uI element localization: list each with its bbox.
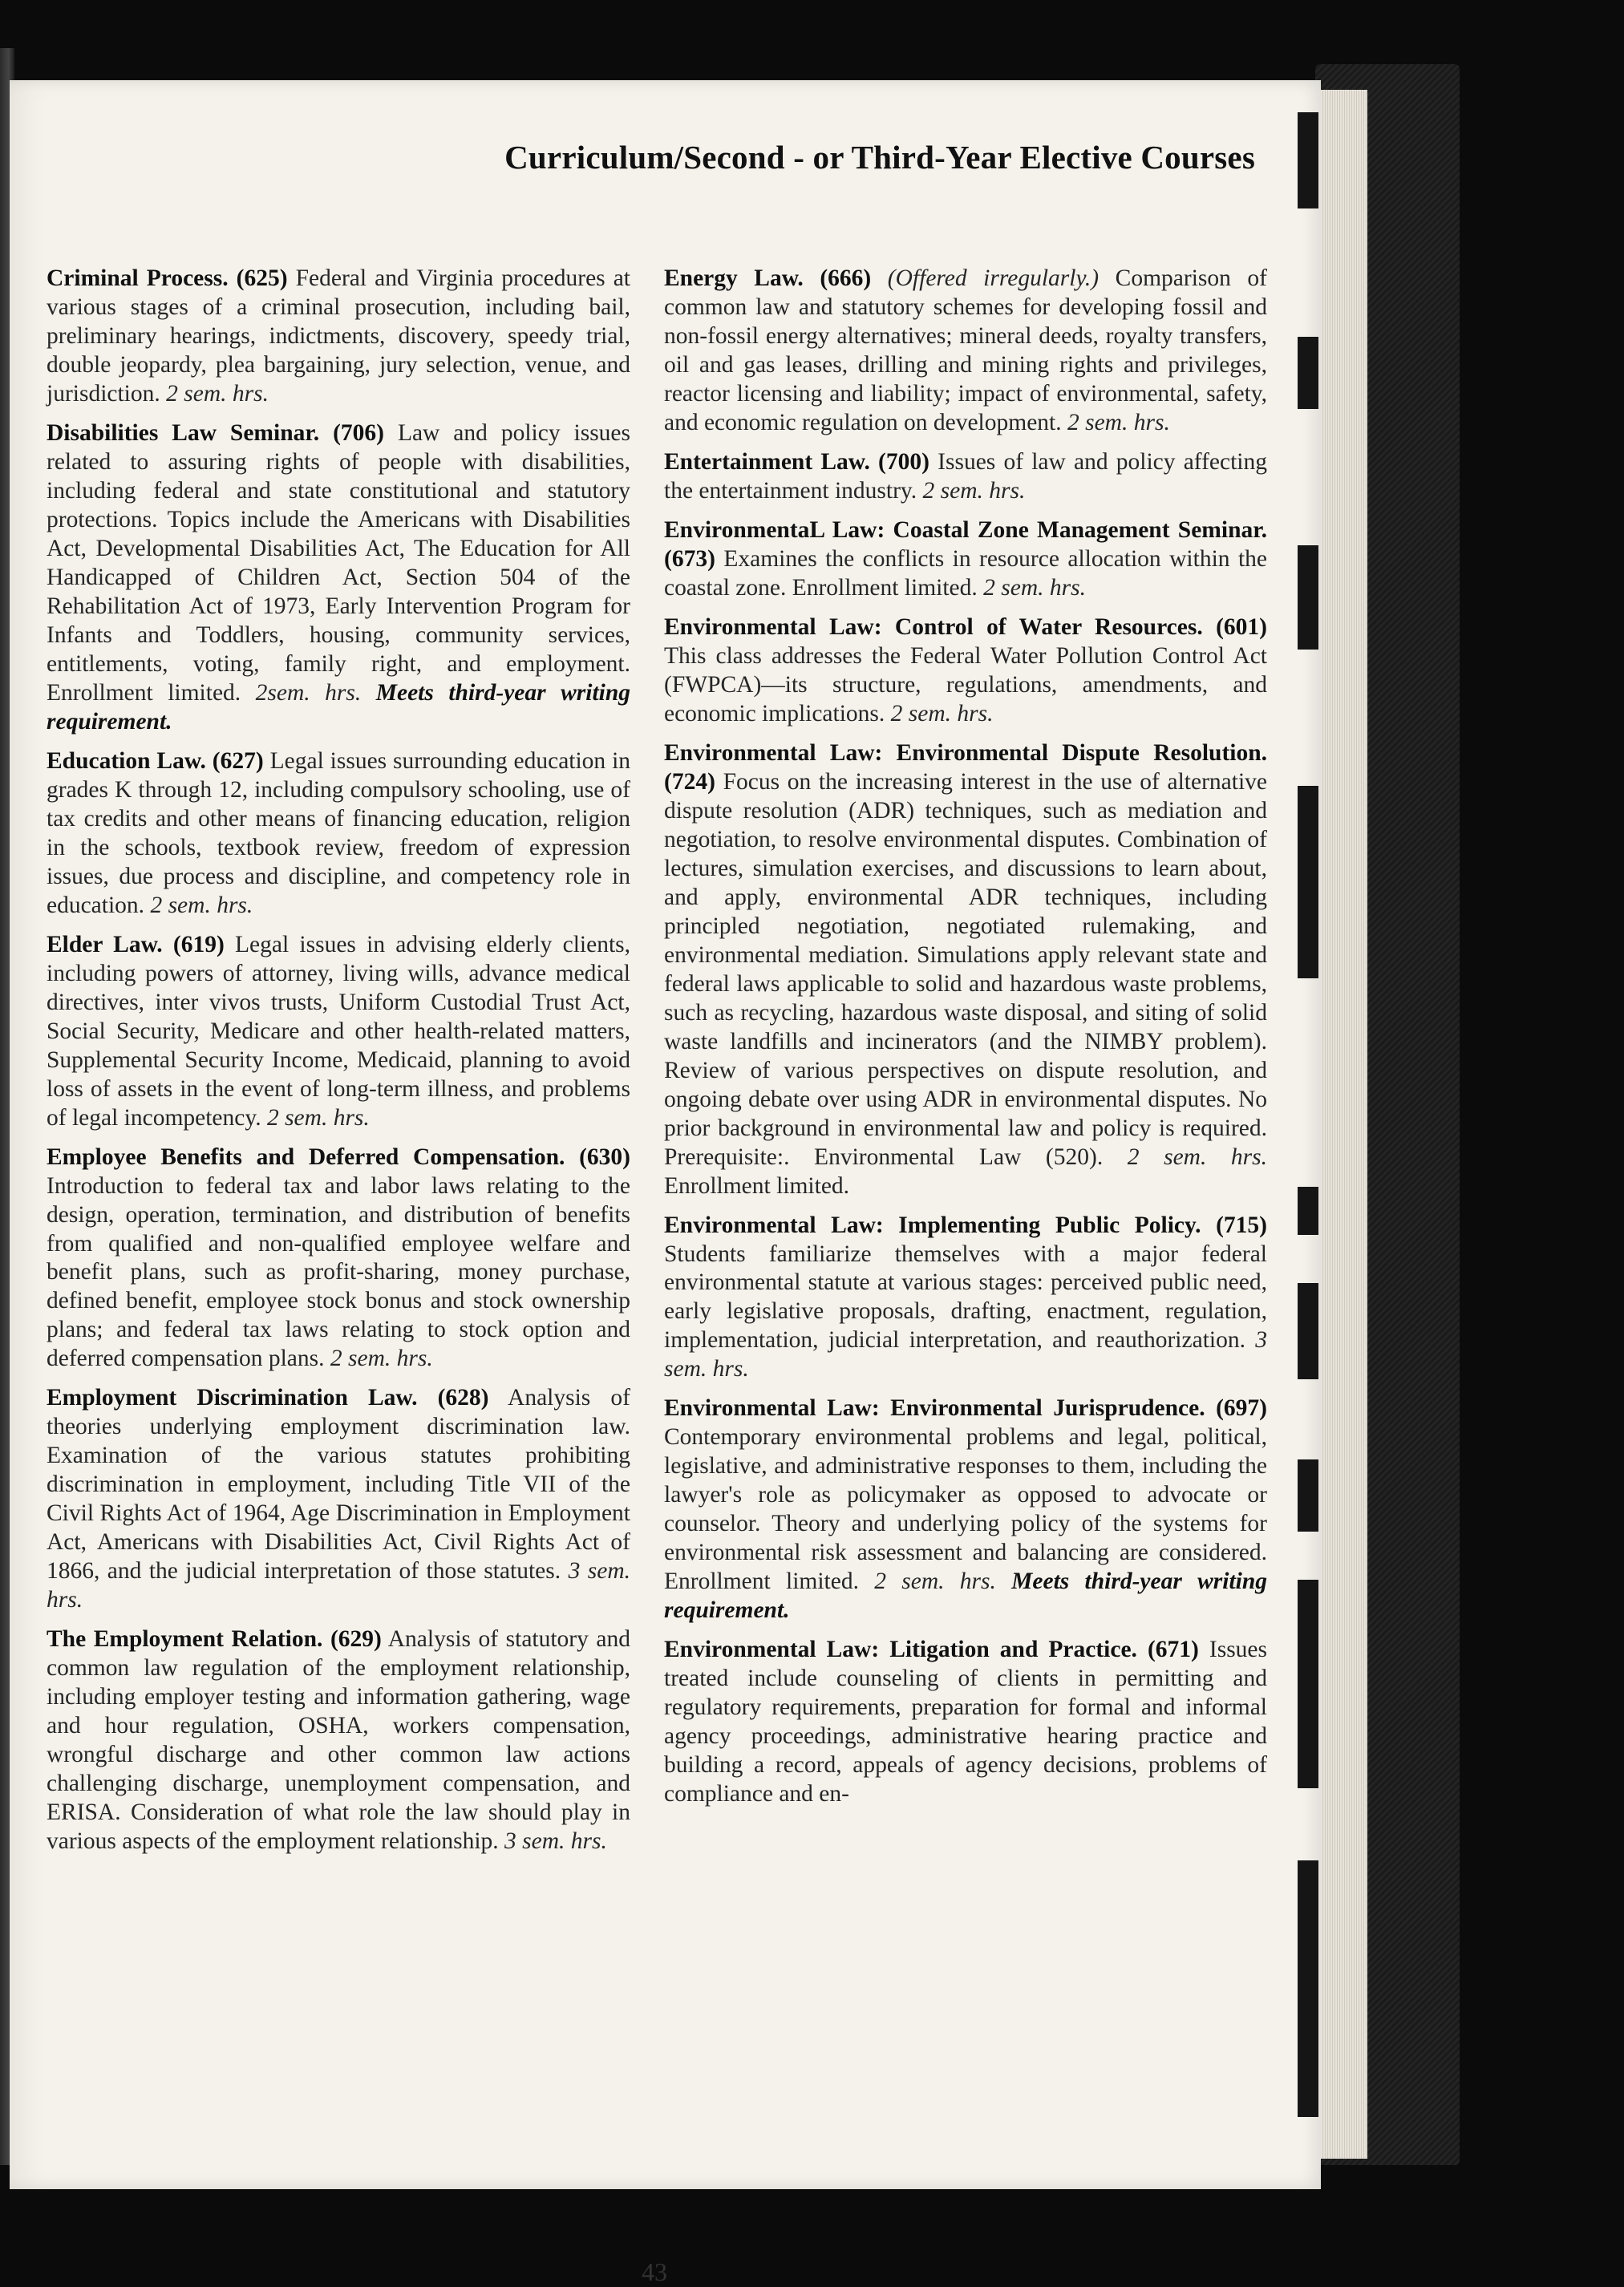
course-number: (625) xyxy=(236,265,288,291)
course-hours: 2 sem. hrs. xyxy=(330,1346,433,1372)
course-hours: 2sem. hrs. xyxy=(255,679,362,706)
course-title: Elder Law. xyxy=(47,931,163,957)
course-title: Entertainment Law. xyxy=(664,448,870,475)
course-entry xyxy=(47,747,630,921)
course-description: This class addresses the Federal Water Pollution Control Act (FWPCA)—its structure, regulations, amendments, and economic implications. xyxy=(664,642,1267,727)
course-title: Criminal Process. xyxy=(47,265,229,291)
course-title: Environmental Law: Implementing Public Policy. xyxy=(664,1212,1201,1238)
course-entry xyxy=(664,516,1267,603)
course-title: Environmental Law: Control of Water Resources. xyxy=(664,613,1203,640)
course-entry xyxy=(47,419,630,737)
course-description: Examines the conflicts in resource allocation within the coastal zone. Enrollment limited. xyxy=(664,545,1267,601)
course-number: (697) xyxy=(1216,1395,1267,1422)
course-description: Issues treated include counseling of clients in permitting and regulatory requirements, preparation for formal and informal agency proceedings, administrative hearing practice and building a record, appeals of agency decisions, problems of compliance and en- xyxy=(664,1637,1267,1807)
thumb-tab xyxy=(1298,545,1318,650)
course-hours: 3 sem. hrs. xyxy=(664,1327,1268,1382)
course-number: (673) xyxy=(664,545,715,572)
thumb-tab xyxy=(1298,1187,1318,1235)
thumb-tab xyxy=(1298,1283,1318,1379)
course-title: Energy Law. xyxy=(664,265,804,291)
course-hours: 2 sem. hrs. xyxy=(1127,1144,1268,1170)
course-description: Analysis of statutory and common law regulation of the employment relationship, including employer testing and information gathering, wage and hour regulation, OSHA, workers compensation, wrongful discharge and other common law actions challenging discharge, unemployment compensation, and ERISA. Consideration of what role the law should play in various aspects of the employment relationship. xyxy=(47,1626,631,1855)
course-hours: 2 sem. hrs. xyxy=(890,700,994,727)
course-description: Federal and Virginia procedures at various stages of a criminal prosecution, including bail, preliminary hearings, indictments, discovery, speedy trial, double jeopardy, plea bargaining, jury selection, venue, and jurisdiction. xyxy=(47,265,630,407)
course-number: (715) xyxy=(1216,1212,1267,1238)
course-hours: 2 sem. hrs. xyxy=(150,892,253,918)
running-head: Curriculum/Second - or Third-Year Elective Courses xyxy=(504,139,1255,176)
course-title: Employment Discrimination Law. xyxy=(47,1385,418,1411)
course-number: (724) xyxy=(664,768,715,795)
course-entry xyxy=(664,265,1267,438)
course-description: Issues of law and policy affecting the entertainment industry. xyxy=(664,448,1268,504)
course-hours: 3 sem. hrs. xyxy=(47,1558,630,1613)
course-entry xyxy=(47,265,630,409)
course-number: (628) xyxy=(437,1385,489,1411)
course-title: The Employment Relation. xyxy=(47,1626,323,1653)
course-offering-note: (Offered irregularly.) xyxy=(887,265,1100,291)
course-description: Focus on the increasing interest in the use of alternative dispute resolution (ADR) techniques, such as mediation and negotiation, to resolve environmental disputes. Combination of lectures, simulation exercises, and discussions to learn about, and apply, environmental ADR techniques, including principled negotiation, negotiated rulemaking, and environmental mediation. Simulations apply relevant state and federal laws applicable to solid and hazardous waste problems, such as recycling, hazardous waste disposal, and siting of solid waste landfills and incinerators (and the NIMBY problem). Review of various perspectives on dispute resolution, and ongoing debate over using ADR in environmental disputes. No prior background in environmental law and policy is required. Prerequisite:. Environmental Law (520). xyxy=(664,768,1267,1170)
course-number: (671) xyxy=(1147,1637,1199,1663)
course-entry xyxy=(664,739,1267,1201)
course-title: Disabilities Law Seminar. xyxy=(47,419,320,446)
course-title: Employee Benefits and Deferred Compensation. xyxy=(47,1144,565,1170)
course-title: Education Law. xyxy=(47,747,206,774)
course-entry xyxy=(664,1212,1267,1385)
course-title: Environmental Law: Environmental Dispute Resolution. xyxy=(664,739,1267,766)
course-number: (601) xyxy=(1216,613,1268,640)
course-entry xyxy=(664,448,1267,506)
course-description: Analysis of theories underlying employment discrimination law. Examination of the various statutes prohibiting discrimination in employment, including Title VII of the Civil Rights Act of 1964, Age Discrimination in Employment Act, Americans with Disabilities Act, Civil Rights Act of 1866, and the judicial interpretation of those statutes. xyxy=(47,1385,630,1585)
thumb-index-tabs xyxy=(1298,96,1320,2149)
right-column xyxy=(664,265,1267,1819)
course-enrollment-note: Enrollment limited. xyxy=(664,1172,850,1199)
writing-requirement-note: Meets third-year writing requirement. xyxy=(664,1569,1267,1624)
course-description: Comparison of common law and statutory schemes for developing fossil and non-fossil energy alternatives; mineral deeds, royalty transfers, oil and gas leases, drilling and mining rights and privileges, reactor licensing and liability; impact of environmental, safety, and economic regulation on development. xyxy=(664,265,1268,435)
course-hours: 2 sem. hrs. xyxy=(1067,409,1170,435)
page-edges xyxy=(1321,90,1367,2159)
thumb-tab xyxy=(1298,786,1318,978)
thumb-tab xyxy=(1298,1580,1318,1788)
course-hours: 2 sem. hrs. xyxy=(266,1104,370,1131)
course-number: (666) xyxy=(820,265,872,291)
course-number: (706) xyxy=(333,419,384,446)
course-number: (630) xyxy=(579,1144,631,1170)
course-entry xyxy=(47,1144,630,1374)
course-title: Environmental Law: Environmental Jurisprudence. xyxy=(664,1395,1205,1422)
course-entry xyxy=(47,931,630,1133)
course-entry xyxy=(47,1384,630,1615)
course-entry xyxy=(664,1394,1267,1625)
thumb-tab xyxy=(1298,337,1318,409)
page-number: 43 xyxy=(642,2257,667,2286)
course-number: (619) xyxy=(172,931,225,957)
course-number: (629) xyxy=(330,1626,382,1653)
course-description: Legal issues surrounding education in grades K through 12, including compulsory schooling, use of tax credits and other means of financing education, religion in the schools, textbook review, freedom of expression issues, due process and discipline, and competency role in education. xyxy=(47,747,631,918)
writing-requirement-note: Meets third-year writing requirement. xyxy=(47,679,631,735)
course-title: EnvironmentaL Law: Coastal Zone Management Seminar. xyxy=(664,516,1267,543)
course-title: Environmental Law: Litigation and Practice. xyxy=(664,1637,1137,1663)
course-entry xyxy=(47,1625,630,1856)
course-entry xyxy=(664,1636,1267,1809)
course-hours: 2 sem. hrs. xyxy=(166,380,269,407)
course-hours: 2 sem. hrs. xyxy=(922,477,1026,504)
course-entry xyxy=(664,613,1267,729)
course-description: Law and policy issues related to assuring rights of people with disabilities, including federal and state constitutional and statutory protections. Topics include the Americans with Disabilities Act, Developmental Disabilities Act, The Education for All Handicapped of Children Act, Section 504 of the Rehabilitation Act of 1973, Early Intervention Program for Infants and Toddlers, housing, community services, entitlements, voting, family right, and employment. Enrollment limited. xyxy=(47,419,630,706)
thumb-tab xyxy=(1298,1860,1318,2117)
course-hours: 3 sem. hrs. xyxy=(504,1828,607,1855)
thumb-tab xyxy=(1298,1459,1318,1532)
thumb-tab xyxy=(1298,112,1318,208)
course-description: Legal issues in advising elderly clients, including powers of attorney, living wills, advance medical directives, inter vivos trusts, Uniform Custodial Trust Act, Social Security, Medicare and other health-related matters, Supplemental Security Income, Medicaid, planning to avoid loss of assets in the event of long-term illness, and problems of legal incompetency. xyxy=(47,931,631,1131)
course-number: (700) xyxy=(878,448,929,475)
course-description: Contemporary environmental problems and legal, political, legislative, and administrative responses to them, including the lawyer's role as policymaker as opposed to advocate or counselor. Theory and underlying policy of the systems for environmental risk assessment and balancing are considered. Enrollment limited. xyxy=(664,1424,1267,1595)
course-hours: 2 sem. hrs. xyxy=(983,574,1086,601)
course-number: (627) xyxy=(212,747,264,774)
course-description: Introduction to federal tax and labor laws relating to the design, operation, termination, and distribution of benefits from qualified and non-qualified employee welfare and benefit plans, such as profit-sharing, money purchase, defined benefit, employee stock bonus and stock ownership plans; and federal tax laws relating to stock option and deferred compensation plans. xyxy=(47,1172,630,1372)
left-column xyxy=(47,265,630,1867)
course-description: Students familiarize themselves with a major federal environmental statute at various stages: perceived public need, early legislative proposals, drafting, enactment, regulation, implementation, judicial interpretation, and reauthorization. xyxy=(664,1241,1267,1354)
course-hours: 2 sem. hrs. xyxy=(874,1569,996,1595)
